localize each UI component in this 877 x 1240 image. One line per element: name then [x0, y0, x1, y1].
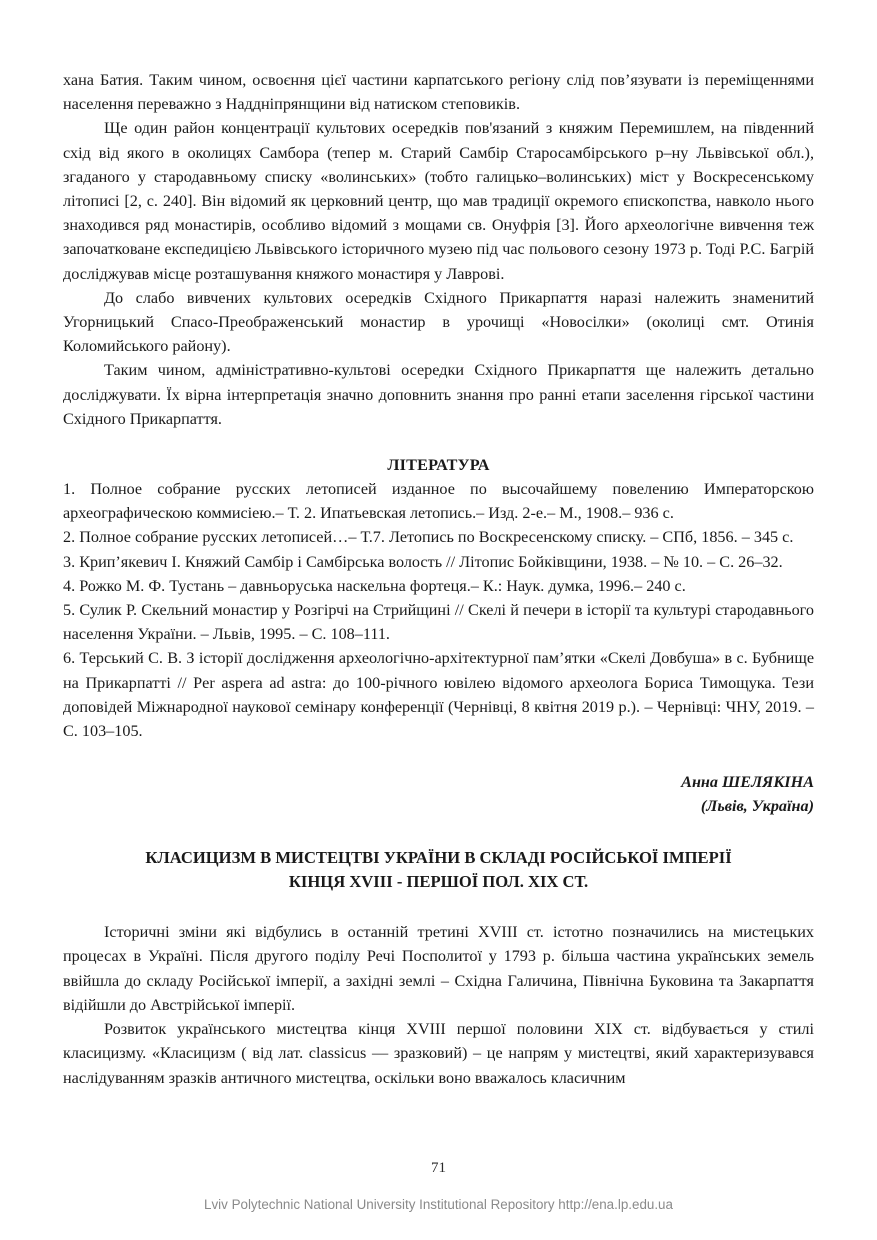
reference-item: 3. Крип’якевич І. Княжий Самбір і Самбірська волость // Літопис Бойківщини, 1938. – № 10. – С. 26–32.: [63, 552, 783, 571]
references-heading: ЛІТЕРАТУРА: [387, 456, 490, 475]
body-paragraph: Таким чином, адміністративно-культові осередки Східного Прикарпаття ще належить детально досліджувати. Їх вірна інтерпретація значно доповнить знання про ранні етапи заселення гірської частини Східного Прикарпаття.: [63, 361, 814, 428]
article-title-line: КЛАСИЦИЗМ В МИСТЕЦТВІ УКРАЇНИ В СКЛАДІ РОСІЙСЬКОЇ ІМПЕРІЇ: [145, 848, 732, 868]
repository-footer: Lviv Polytechnic National University Institutional Repository http://ena.lp.edu.ua: [204, 1197, 673, 1212]
page-number: 71: [431, 1160, 446, 1176]
reference-item: 4. Рожко М. Ф. Тустань – давньоруська наскельна фортеця.– К.: Наук. думка, 1996.– 240 с.: [63, 576, 686, 595]
reference-item: 2. Полное собрание русских летописей…– Т.7. Летопись по Воскресенскому списку. – СПб, 1856. – 345 с.: [63, 528, 794, 547]
article-title-line: КІНЦЯ XVIII - ПЕРШОЇ ПОЛ. XIX СТ.: [288, 872, 589, 892]
article-title: [63, 846, 814, 894]
body-paragraph: Ще один район концентрації культових осередків пов'язаний з княжим Перемишлем, на південний схід від якого в околицях Самбора (тепер м. Старий Самбір Старосамбірського р–ну Львівської обл.), згаданого у стародавньому списку «волинських» (тобто галицько–волинських) міст у Воскресенському літописі [2, с. 240]. Він відомий як церковний центр, що мав традиції окремого єпископства, навколо нього знаходився ряд монастирів, особливо відомий з мощами св. Онуфрія [3]. Його археологічне вивчення теж започатковане експедицією Львівського історичного музею під час польового сезону 1973 р. Тоді Р.С. Багрій досліджував місце розташування княжого монастиря у Лаврові.: [63, 119, 814, 283]
reference-item: 1. Полное собрание русских летописей изданное по высочайшему повелению Императорскою археографическою коммисіею.– Т. 2. Ипатьевская летопись.– Изд. 2-е.– М., 1908.– 936 с.: [63, 480, 814, 523]
author-name: Анна ШЕЛЯКІНА: [681, 773, 814, 792]
body-paragraph: До слабо вивчених культових осередків Східного Прикарпаття наразі належить знаменитий Угорницький Спасо-Преображенський монастир в урочищі «Новосілки» (околиці смт. Отинія Коломийського району).: [63, 288, 814, 356]
page-content: [63, 68, 814, 1090]
body-paragraph: хана Батия. Таким чином, освоєння цієї частини карпатського регіону слід пов’язувати із переміщеннями населення переважно з Наддніпрянщини від натиском степовиків.: [63, 71, 814, 114]
article-continuation: [63, 68, 814, 431]
references-section: [63, 453, 814, 743]
reference-item: 6. Терський С. В. З історії дослідження археологічно-архітектурної пам’ятки «Скелі Довбуша» в с. Бубнище на Прикарпатті // Per aspera ad astra: до 100-річного ювілею відомого археолога Бориса Тимощука. Тези доповідей Міжнародної наукової семінару конференції (Чернівці, 8 квітня 2019 р.). – Чернівці: ЧНУ, 2019. – С. 103–105.: [63, 649, 814, 741]
article-body: [63, 920, 814, 1089]
author-block: [63, 770, 814, 818]
body-paragraph: Історичні зміни які відбулись в останній третині XVIII ст. істотно позначились на мистецьких процесах в Україні. Після другого поділу Речі Посполитої у 1793 р. більша частина українських земель ввійшла до складу Російської імперії, а західні землі – Східна Галичина, Північна Буковина та Закарпаття відійшли до Австрійської імперії.: [63, 923, 814, 1014]
author-affiliation: (Львів, Україна): [700, 797, 814, 816]
reference-item: 5. Сулик Р. Скельний монастир у Розгірчі на Стрийщині // Скелі й печери в історії та культурі стародавнього населення України. – Львів, 1995. – С. 108–111.: [63, 601, 814, 644]
body-paragraph: Розвиток українського мистецтва кінця XVIII першої половини XIX ст. відбувається у стилі класицизму. «Класицизм ( від лат. classicus — зразковий) – це напрям у мистецтві, який характеризувався наслідуванням зразків античного мистецтва, оскільки воно вважалось класичним: [63, 1020, 814, 1087]
